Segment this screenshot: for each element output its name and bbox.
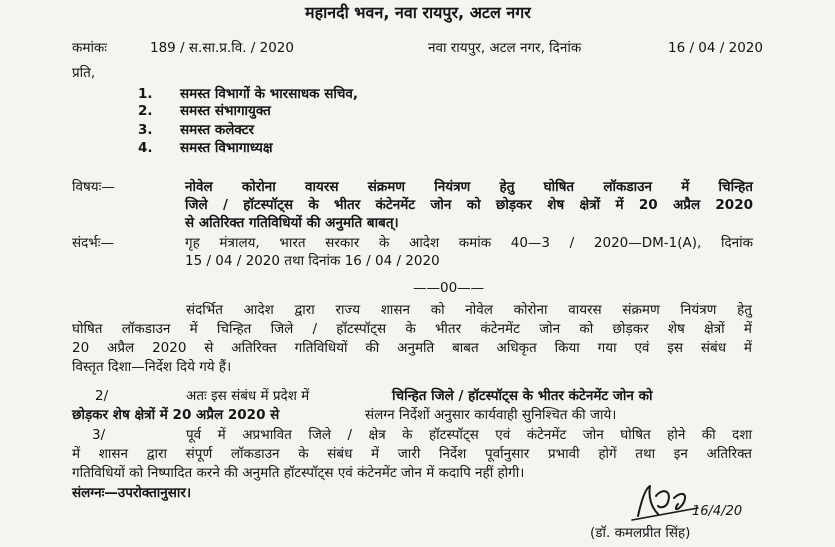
subject-line: नोवेल कोरोना वायरस संक्रमण नियंत्रण हेतु घोषित लॉकडाउन में चिन्हित bbox=[185, 179, 753, 195]
to-label: प्रति, bbox=[72, 65, 96, 81]
list-item: समस्त विभागाध्यक्ष bbox=[180, 140, 273, 156]
issue-date: 16 / 04 / 2020 bbox=[668, 40, 763, 56]
reference-line: गृह मंत्रालय, भारत सरकार के आदेश कमांक 40—3 / 2020—DM-1(A), दिनांक bbox=[185, 235, 753, 251]
paragraph-line: संदर्भित आदेश द्वारा राज्य शासन को नोवेल कोरोना वायरस संक्रमण नियंत्रण हेतु bbox=[186, 302, 752, 318]
signatory-name: (डॉ. कमलप्रीत सिंह) bbox=[590, 525, 691, 541]
reference-number: 189 / स.सा.प्र.वि. / 2020 bbox=[150, 40, 294, 56]
enclosure-note: संलग्नः—उपरोक्तानुसार। bbox=[72, 485, 192, 501]
reference-number-label: कमांकः bbox=[72, 40, 108, 56]
list-item-number: 4. bbox=[138, 140, 153, 156]
list-item-number: 1. bbox=[138, 86, 153, 102]
paragraph-line: गतिविधियों को निष्पादित करने की अनुमति हॉटस्पॉट्स एवं कंटेनमेंट जोन में कदापि नहीं होगी। bbox=[72, 465, 525, 481]
list-item: समस्त संभागायुक्त bbox=[180, 103, 271, 119]
reference-line: 15 / 04 / 2020 तथा दिनांक 16 / 04 / 2020 bbox=[185, 253, 440, 269]
office-address: महानदी भवन, नवा रायपुर, अटल नगर bbox=[305, 3, 531, 22]
list-item-number: 2. bbox=[138, 103, 153, 119]
paragraph-number: 2/ bbox=[95, 388, 109, 404]
paragraph-line: 20 अप्रैल 2020 से अतिरिक्त गतिविधियों की अनुमति बाबत अधिकृत किया गया एवं इस संबंध में bbox=[72, 340, 752, 356]
paragraph-text-bold: चिन्हित जिले / हॉटस्पॉट्स के भीतर कंटेनमेंट जोन को bbox=[392, 388, 653, 404]
paragraph-text: अतः इस संबंध में प्रदेश में bbox=[186, 388, 310, 404]
reference-label: संदर्भः— bbox=[72, 235, 115, 251]
paragraph-line: घोषित लॉकडाउन में चिन्हित जिले / हॉटस्पॉट्स के भीतर कंटेनमेंट जोन को छोड़कर शेष क्षेत्रों में bbox=[72, 321, 752, 337]
signature-date-note: 16/4/20 bbox=[692, 504, 743, 519]
list-item: समस्त विभागों के भारसाधक सचिव, bbox=[180, 86, 359, 102]
paragraph-number: 3/ bbox=[92, 427, 106, 443]
paragraph-text-bold: छोड़कर शेष क्षेत्रों में 20 अप्रैल 2020 से bbox=[72, 407, 280, 423]
paragraph-text: संलग्न निर्देशों अनुसार कार्यवाही सुनिश्चित की जाये। bbox=[365, 407, 617, 423]
list-item: समस्त कलेक्टर bbox=[180, 122, 255, 138]
subject-line: से अतिरिक्त गतिविधियों की अनुमति बाबत्। bbox=[185, 215, 399, 231]
section-divider: ——00—— bbox=[413, 280, 485, 296]
place-date-label: नवा रायपुर, अटल नगर, दिनांक bbox=[428, 40, 582, 56]
subject-line: जिले / हॉटस्पॉट्स के भीतर कंटेनमेंट जोन को छोड़कर शेष क्षेत्रों में 20 अप्रैल 2020 bbox=[185, 197, 753, 213]
paragraph-line: पूर्व में अप्रभावित जिले / क्षेत्र के हॉटस्पॉट्स एवं कंटेनमेंट जोन घोषित होने की दशा bbox=[186, 427, 752, 443]
paragraph-line: विस्तृत दिशा—निर्देश दिये गये हैं। bbox=[72, 359, 232, 375]
list-item-number: 3. bbox=[138, 122, 153, 138]
subject-label: विषयः— bbox=[72, 179, 115, 195]
paragraph-line: में शासन द्वारा संपूर्ण लॉकडाउन के संबंध में जारी निर्देश पूर्वानुसार प्रभावी होगें तथा इन अतिरिक्त bbox=[72, 446, 752, 462]
